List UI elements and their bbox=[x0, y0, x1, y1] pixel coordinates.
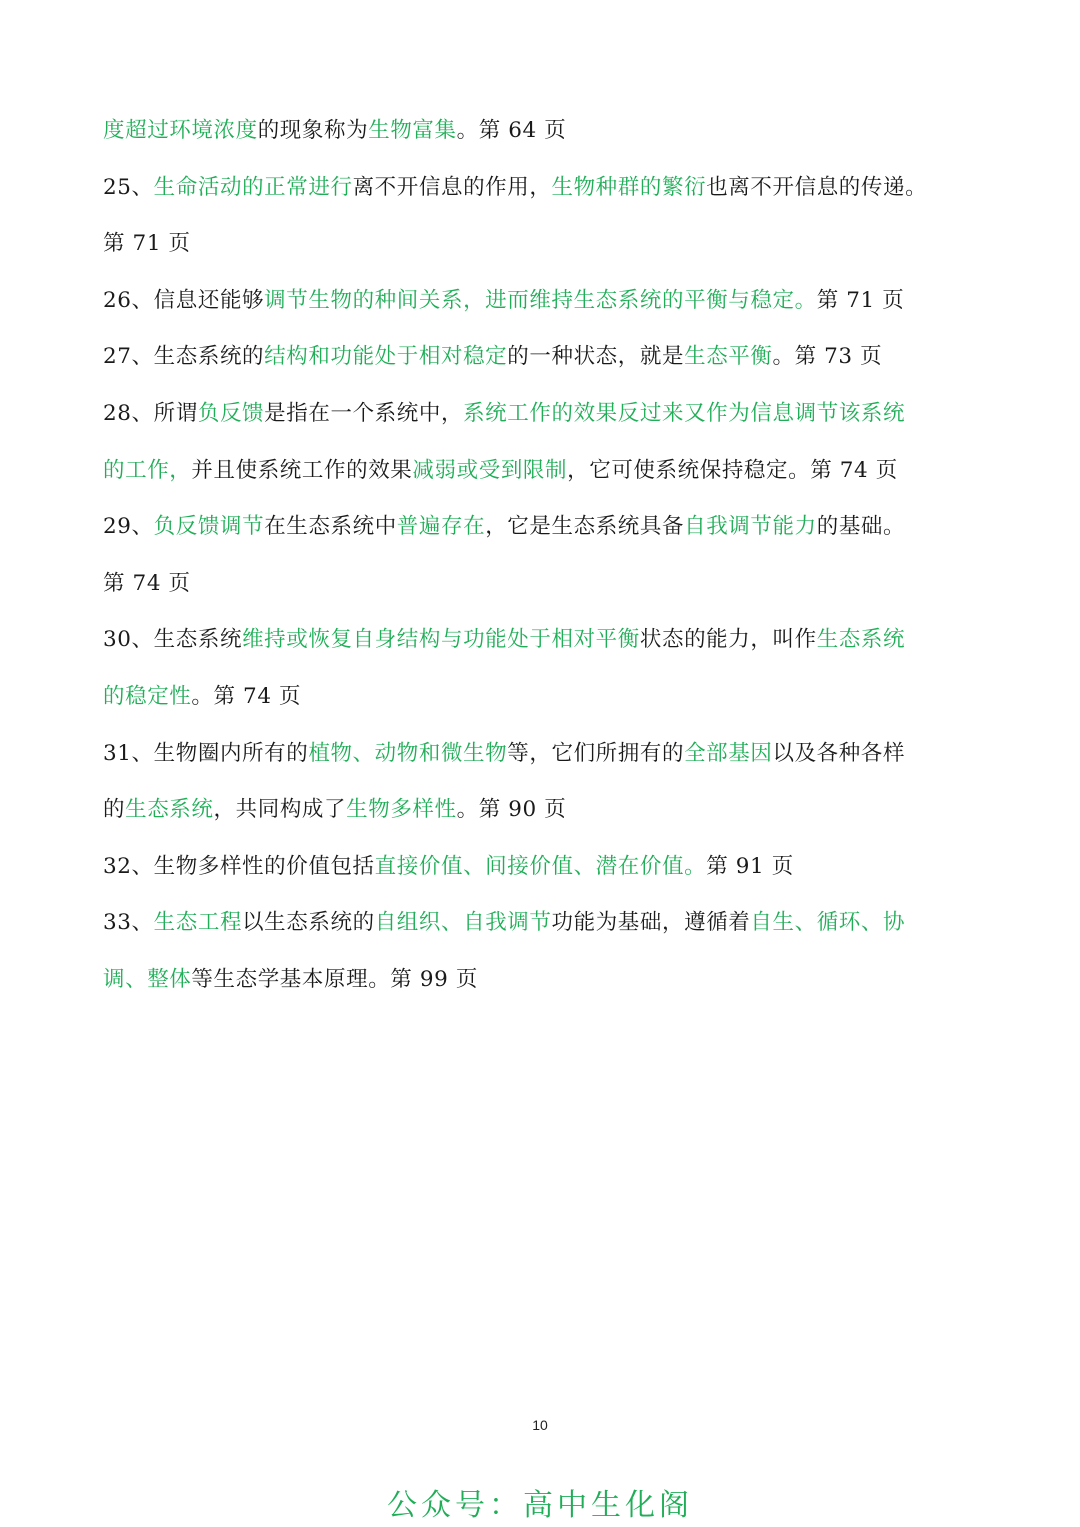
highlighted-term: 度超过环境浓度 bbox=[103, 118, 258, 143]
text-line bbox=[103, 625, 983, 655]
text-line bbox=[103, 342, 983, 372]
highlighted-term: 生态平衡 bbox=[684, 344, 773, 369]
highlighted-term: 负反馈 bbox=[197, 401, 265, 426]
text-segment: 的现象称为 bbox=[257, 118, 369, 143]
text-segment: 等，它们所拥有的 bbox=[507, 741, 685, 766]
highlighted-term: 结构和功能处于相对稳定 bbox=[264, 344, 508, 369]
text-segment: 的一种状态，就是 bbox=[507, 344, 685, 369]
text-line bbox=[103, 852, 983, 882]
text-segment: 30、生态系统 bbox=[103, 627, 243, 652]
text-segment: 第 71 页 bbox=[103, 231, 191, 256]
highlighted-term: 生物富集 bbox=[368, 118, 457, 143]
text-segment: 等生态学基本原理。第 99 页 bbox=[191, 967, 478, 992]
text-line bbox=[103, 908, 983, 938]
text-segment: 第 74 页 bbox=[103, 571, 191, 596]
text-segment: 也离不开信息的传递。 bbox=[706, 175, 928, 200]
highlighted-term: 调节生物的种间关系，进而维持生态系统的平衡与稳定。 bbox=[264, 288, 817, 313]
text-segment: 以生态系统的 bbox=[242, 910, 375, 935]
highlighted-term: 的工作， bbox=[103, 458, 192, 483]
highlighted-term: 普遍存在 bbox=[396, 514, 486, 539]
text-line bbox=[103, 569, 983, 599]
text-segment: 26、信息还能够 bbox=[103, 288, 265, 313]
highlighted-term: 直接价值、间接价值、潜在价值。 bbox=[374, 854, 707, 879]
highlighted-term: 生命活动的正常进行 bbox=[153, 175, 353, 200]
highlighted-term: 生态系统 bbox=[816, 627, 906, 652]
highlighted-term: 生物多样性 bbox=[346, 797, 457, 822]
text-line bbox=[103, 965, 983, 995]
text-line bbox=[103, 229, 983, 259]
text-line bbox=[103, 682, 983, 712]
text-segment: 32、生物多样性的价值包括 bbox=[103, 854, 375, 879]
text-segment: 在生态系统中 bbox=[264, 514, 397, 539]
text-segment: 离不开信息的作用， bbox=[352, 175, 552, 200]
text-segment: 并且使系统工作的效果 bbox=[191, 458, 413, 483]
text-segment: 28、所谓 bbox=[103, 401, 198, 426]
text-line bbox=[103, 795, 983, 825]
text-segment: 第 91 页 bbox=[706, 854, 794, 879]
highlighted-term: 生态系统 bbox=[125, 797, 214, 822]
text-segment: 。第 73 页 bbox=[772, 344, 883, 369]
text-segment: 的 bbox=[103, 797, 126, 822]
highlighted-term: 负反馈调节 bbox=[153, 514, 265, 539]
footer-watermark: 公众号：高中生化阁 bbox=[387, 1488, 693, 1523]
text-segment: 第 71 页 bbox=[816, 288, 905, 313]
text-segment: ，它是生态系统具备 bbox=[485, 514, 685, 539]
text-segment: 25、 bbox=[103, 175, 154, 200]
text-segment: 。第 64 页 bbox=[456, 118, 567, 143]
text-line bbox=[103, 173, 983, 203]
text-segment: ，它可使系统保持稳定。第 74 页 bbox=[567, 458, 898, 483]
text-line bbox=[103, 286, 983, 316]
highlighted-term: 调、整体 bbox=[103, 967, 192, 992]
text-segment: 33、 bbox=[103, 910, 154, 935]
highlighted-term: 自我调节能力 bbox=[684, 514, 817, 539]
highlighted-term: 的稳定性 bbox=[103, 684, 192, 709]
text-segment: 状态的能力，叫作 bbox=[639, 627, 817, 652]
highlighted-term: 生物种群的繁衍 bbox=[551, 175, 707, 200]
text-segment: 。第 90 页 bbox=[456, 797, 567, 822]
text-line bbox=[103, 739, 983, 769]
text-segment: 27、生态系统的 bbox=[103, 344, 265, 369]
text-segment: 以及各种各样 bbox=[772, 741, 906, 766]
text-line bbox=[103, 456, 983, 486]
highlighted-term: 植物、动物和微生物 bbox=[308, 741, 508, 766]
text-segment: 功能为基础，遵循着 bbox=[551, 910, 751, 935]
text-segment: 31、生物圈内所有的 bbox=[103, 741, 309, 766]
highlighted-term: 系统工作的效果反过来又作为信息调节该系统 bbox=[463, 401, 906, 426]
highlighted-term: 减弱或受到限制 bbox=[412, 458, 568, 483]
text-segment: 29、 bbox=[103, 514, 154, 539]
text-segment: 。第 74 页 bbox=[191, 684, 302, 709]
highlighted-term: 自生、循环、协 bbox=[750, 910, 906, 935]
text-line bbox=[103, 399, 983, 429]
page-number: 10 bbox=[532, 1417, 548, 1433]
text-line bbox=[103, 512, 983, 542]
highlighted-term: 生态工程 bbox=[153, 910, 243, 935]
highlighted-term: 全部基因 bbox=[684, 741, 773, 766]
text-segment: 是指在一个系统中， bbox=[264, 401, 464, 426]
highlighted-term: 自组织、自我调节 bbox=[374, 910, 552, 935]
highlighted-term: 维持或恢复自身结构与功能处于相对平衡 bbox=[242, 627, 640, 652]
text-line bbox=[103, 116, 983, 146]
text-segment: ，共同构成了 bbox=[213, 797, 347, 822]
text-segment: 的基础。 bbox=[816, 514, 906, 539]
